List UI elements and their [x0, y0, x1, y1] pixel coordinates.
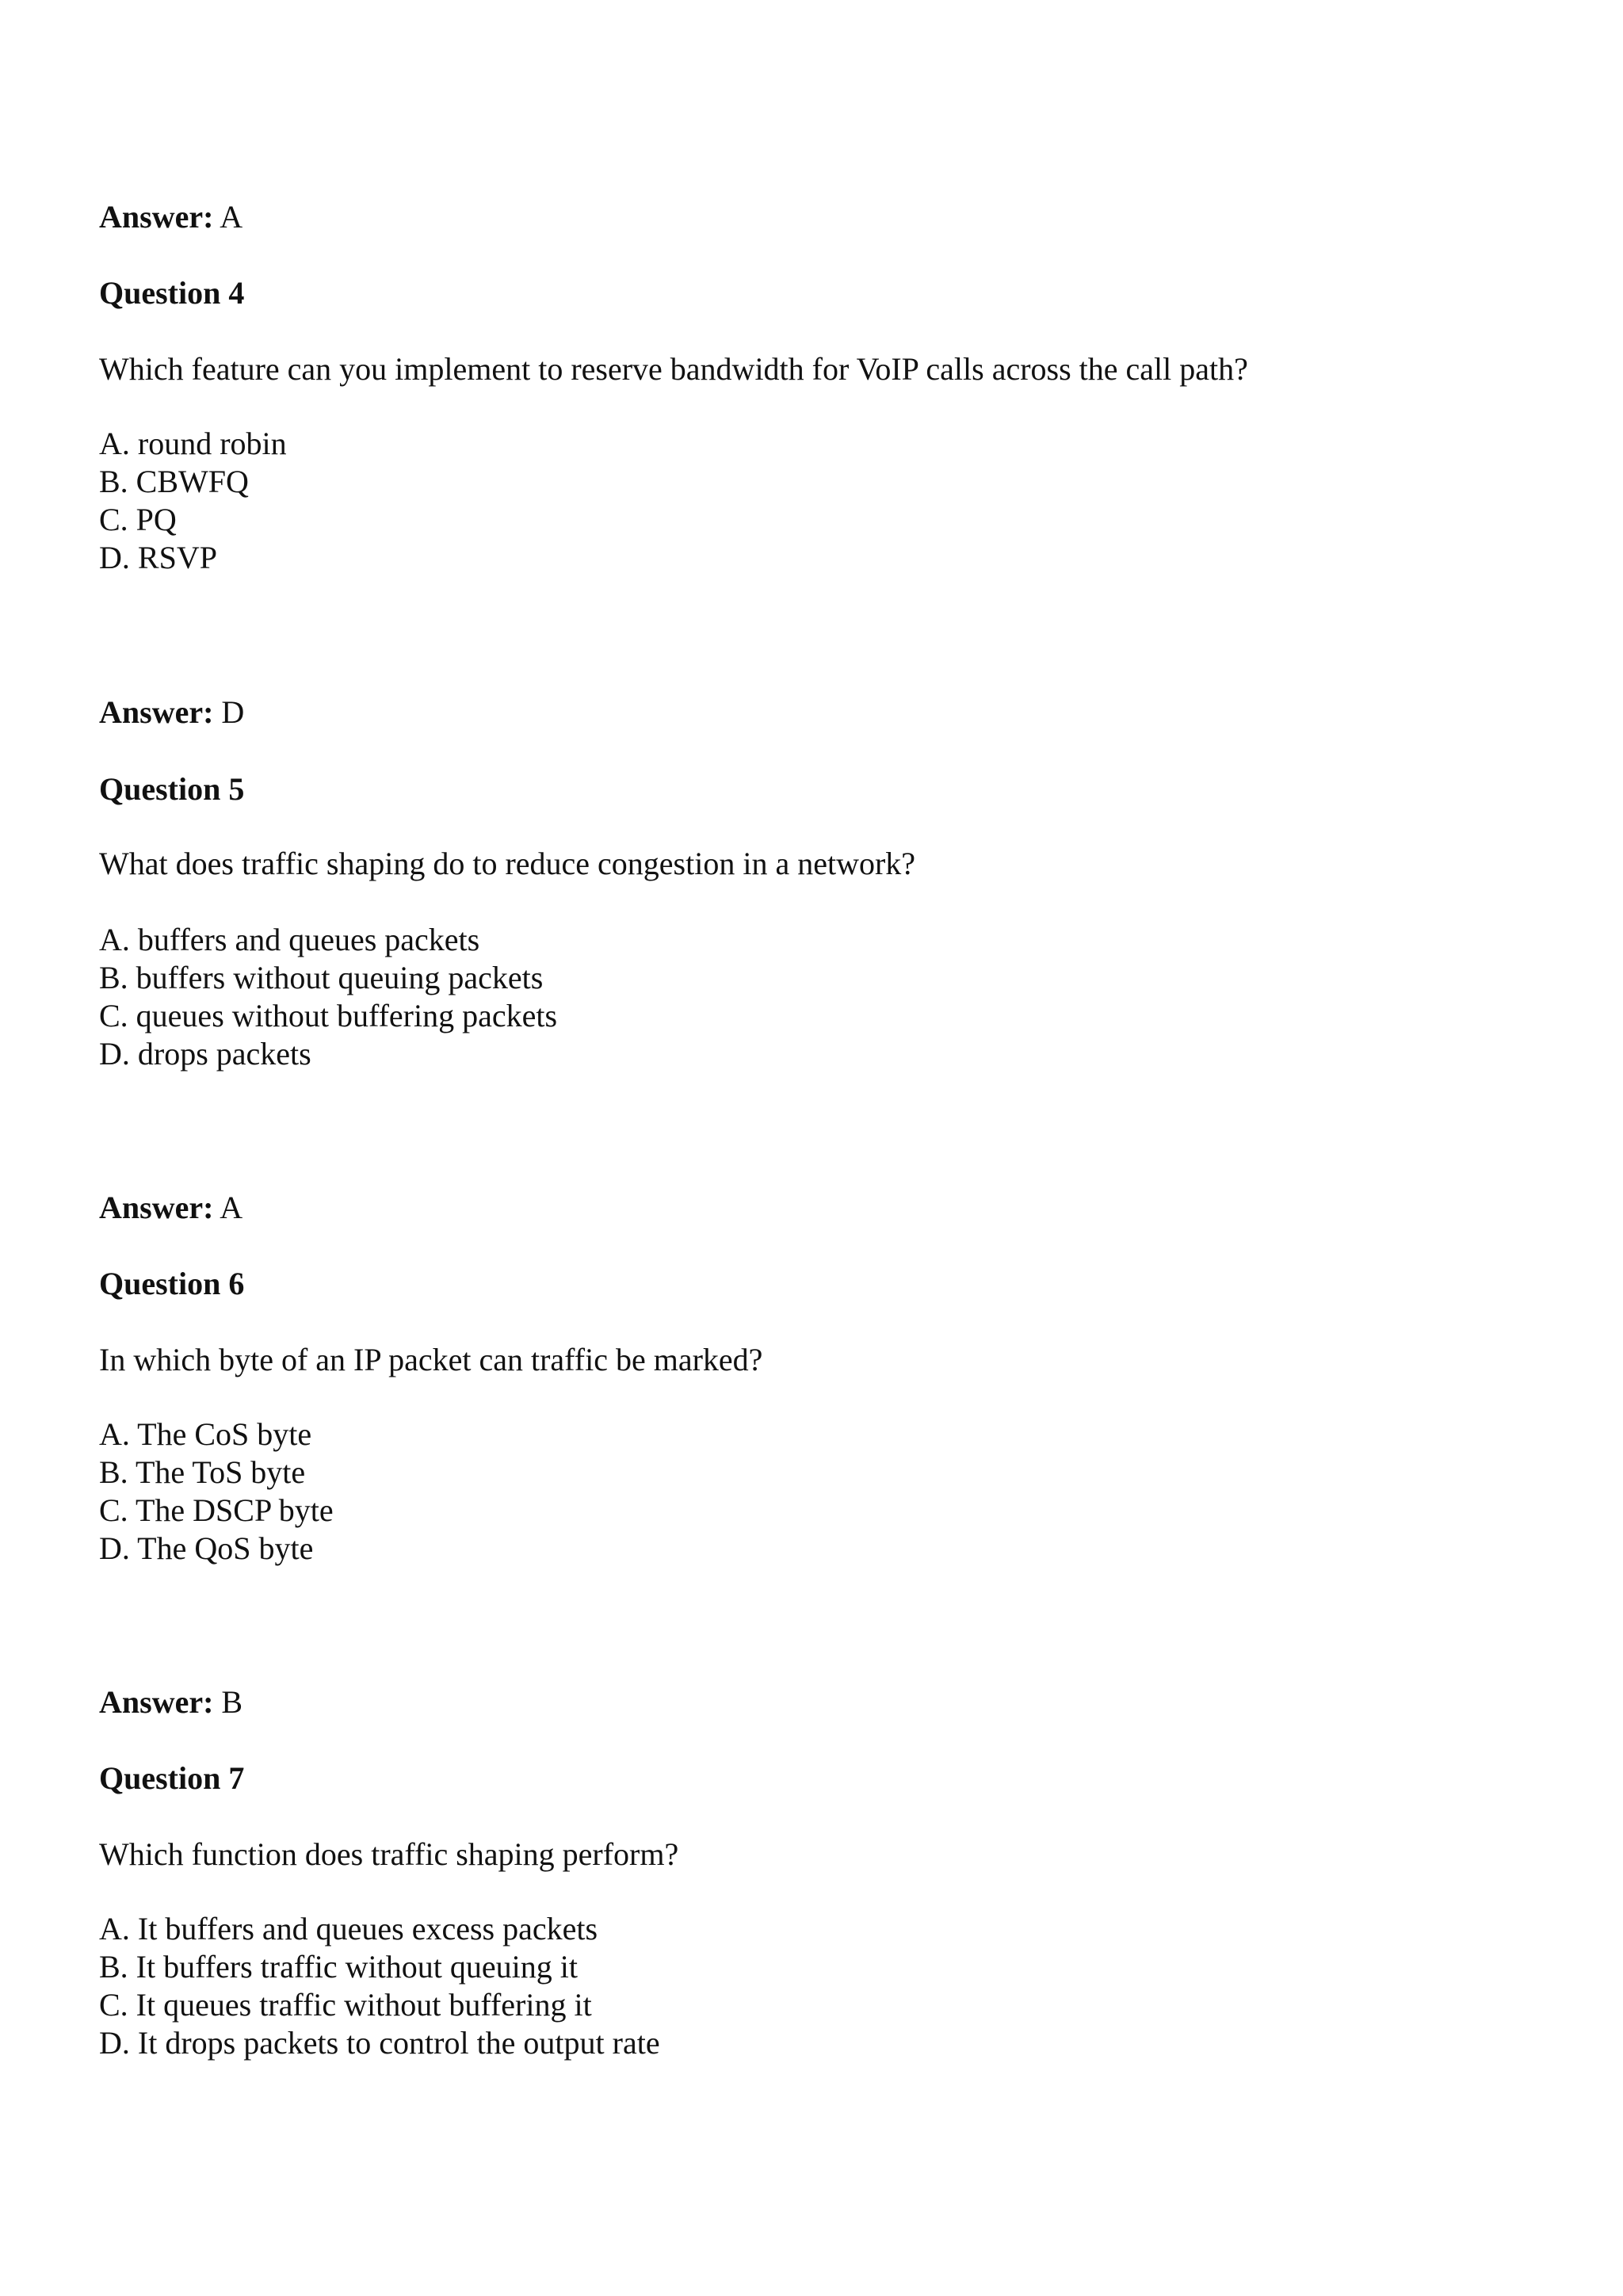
option-b: B. buffers without queuing packets [99, 960, 544, 995]
option-b: B. It buffers traffic without queuing it [99, 1949, 578, 1985]
answer-label: Answer: [99, 1684, 214, 1720]
option-a: A. It buffers and queues excess packets [99, 1911, 598, 1946]
answer-value: A [220, 1190, 243, 1225]
answer-label: Answer: [99, 1190, 214, 1225]
question-title: Question 4 [99, 275, 245, 311]
option-b: B. The ToS byte [99, 1454, 306, 1490]
answer-line [99, 1683, 242, 1721]
option-c: C. queues without buffering packets [99, 998, 558, 1033]
answer-value: A [220, 199, 243, 235]
option-a: A. The CoS byte [99, 1416, 312, 1452]
answer-value: B [221, 1684, 243, 1720]
document-page [99, 0, 1526, 2296]
answer-line [99, 1189, 242, 1227]
option-c: C. PQ [99, 502, 177, 537]
question-title: Question 5 [99, 771, 245, 807]
answer-label: Answer: [99, 694, 214, 730]
option-a: A. buffers and queues packets [99, 922, 480, 957]
option-c: C. The DSCP byte [99, 1492, 334, 1528]
question-text: What does traffic shaping do to reduce congestion in a network? [99, 846, 916, 881]
option-a: A. round robin [99, 426, 287, 461]
question-title: Question 6 [99, 1266, 245, 1301]
question-text: Which feature can you implement to reserve bandwidth for VoIP calls across the call path? [99, 351, 1248, 387]
option-b: B. CBWFQ [99, 464, 249, 499]
answer-line [99, 693, 244, 732]
answer-value: D [221, 694, 245, 730]
option-d: D. It drops packets to control the output rate [99, 2025, 660, 2061]
question-text: In which byte of an IP packet can traffic be marked? [99, 1342, 763, 1377]
question-text: Which function does traffic shaping perform? [99, 1836, 679, 1872]
option-d: D. The QoS byte [99, 1530, 314, 1566]
option-c: C. It queues traffic without buffering it [99, 1987, 592, 2023]
option-d: D. drops packets [99, 1036, 311, 1072]
answer-line [99, 198, 242, 236]
option-d: D. RSVP [99, 540, 217, 575]
question-title: Question 7 [99, 1760, 245, 1796]
answer-label: Answer: [99, 199, 214, 235]
